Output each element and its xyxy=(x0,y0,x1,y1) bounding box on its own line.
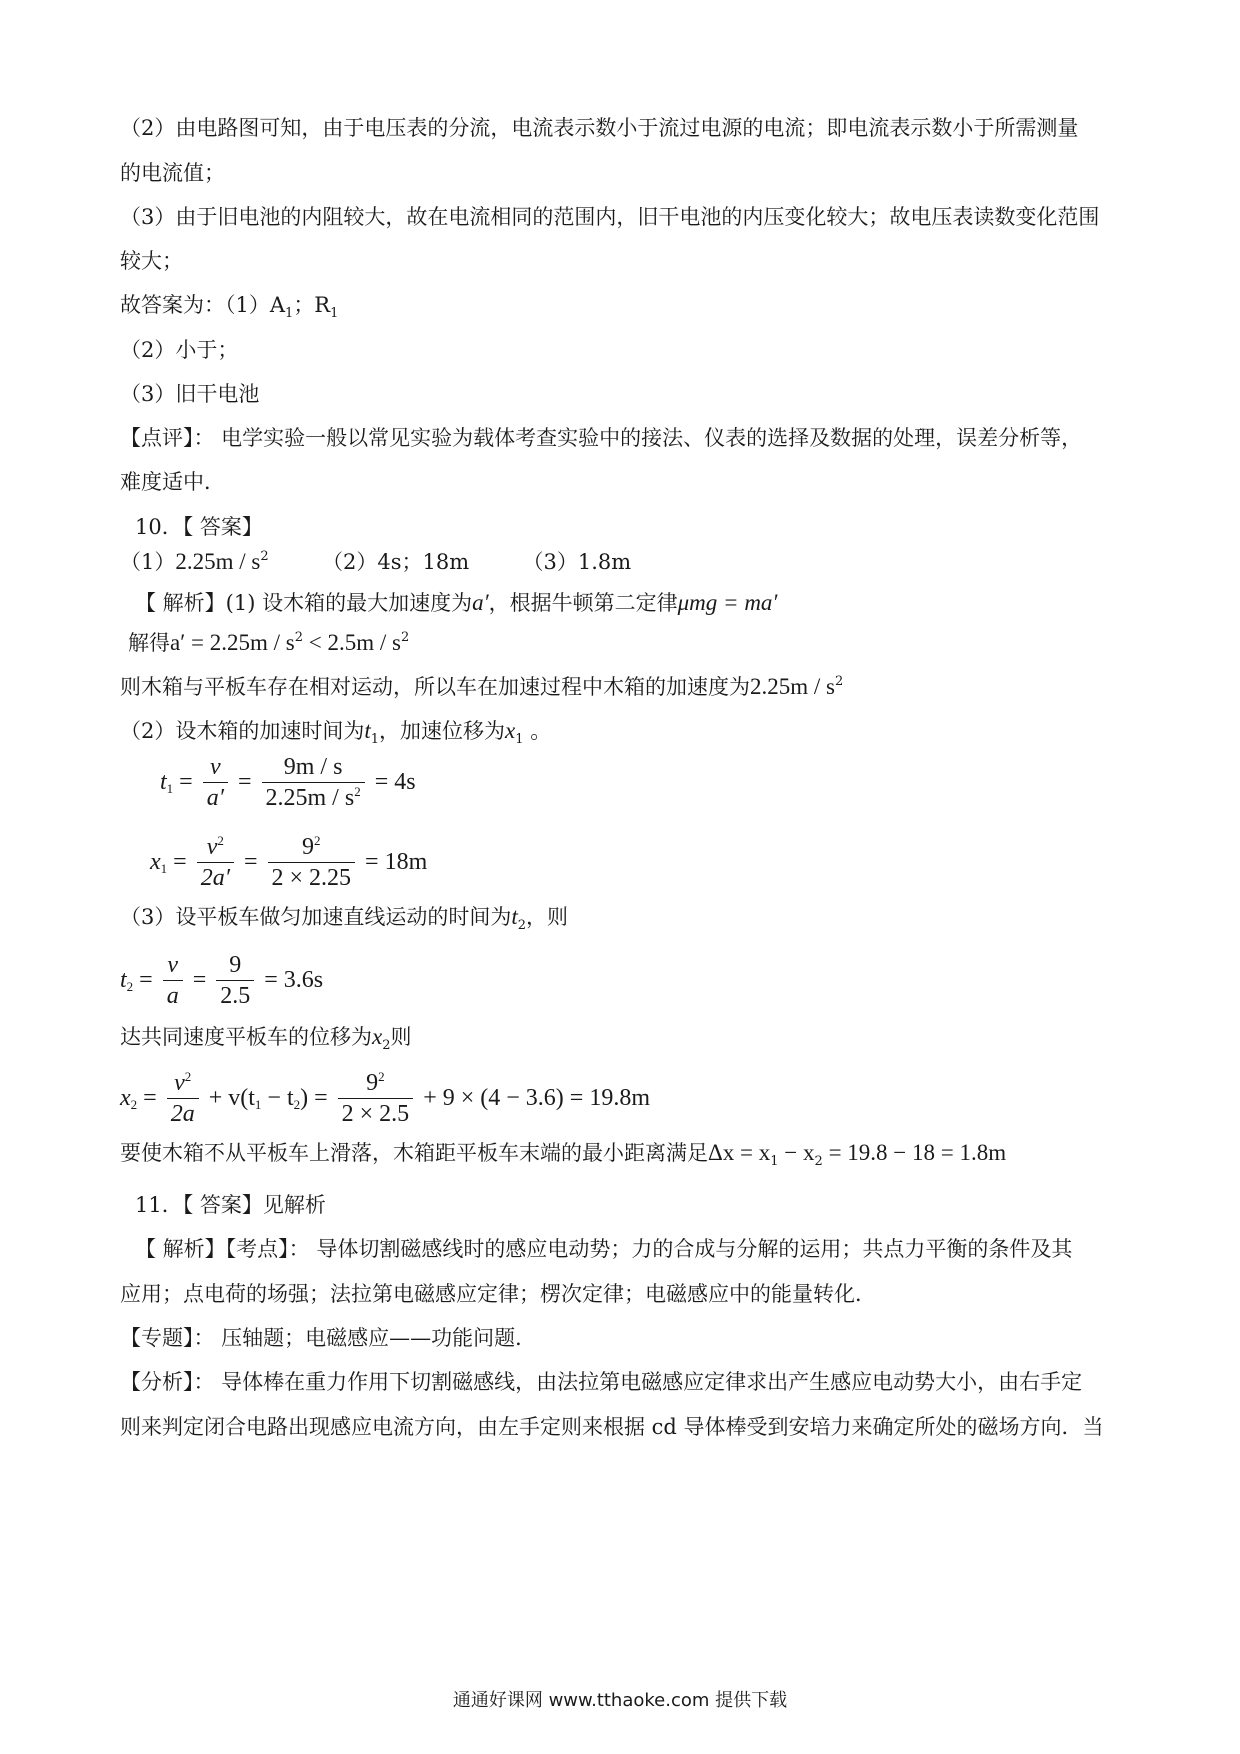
analysis-line xyxy=(135,588,777,618)
fraction xyxy=(163,950,183,1011)
superscript: 2 xyxy=(834,674,844,689)
answer-value: （2）4s；18m xyxy=(322,550,470,574)
answer-label: （1） xyxy=(120,550,176,574)
page-footer: 通通好课网 www.tthaoke.com 提供下载 xyxy=(452,1690,788,1711)
subscript: 1 xyxy=(254,1097,262,1113)
paragraph: 【分析】： 导体棒在重力作用下切割磁感线，由法拉第电磁感应定律求出产生感应电动势大小，由右手定 xyxy=(120,1370,1083,1394)
subscript: 2 xyxy=(126,979,134,995)
variable: x xyxy=(150,849,161,875)
analysis-text: 要使木箱不从平板车上滑落，木箱距平板车末端的最小距离满足 xyxy=(120,1141,708,1165)
numerator: $9^2$ xyxy=(338,1068,414,1099)
comment-paragraph: 难度适中． xyxy=(120,470,225,494)
fraction xyxy=(167,1068,199,1129)
subscript: 2 xyxy=(293,1097,301,1113)
analysis-text: 达共同速度平板车的位移为 xyxy=(120,1025,372,1049)
fraction xyxy=(268,832,356,893)
formula: 2.25m / s xyxy=(750,674,835,699)
paragraph: （3）由于旧电池的内阻较大，故在电流相同的范围内，旧干电池的内压变化较大；故电压表读数变化范围 xyxy=(120,205,1100,229)
paragraph: 【 解析】【考点】： 导体切割磁感线时的感应电动势；力的合成与分解的运用；共点力平衡的条件及其 xyxy=(135,1237,1073,1261)
equals-sign: = xyxy=(192,967,207,993)
numerator: v xyxy=(203,752,228,783)
numerator: $v^2$ xyxy=(197,832,234,863)
subscript: 1 xyxy=(770,1154,779,1169)
superscript: 2 xyxy=(400,630,410,645)
denominator: 2 × 2.5 xyxy=(341,1101,410,1127)
superscript: 2 xyxy=(260,549,269,564)
equals-sign: = xyxy=(173,849,187,875)
subscript: 1 xyxy=(330,306,339,321)
analysis-text: 则 xyxy=(390,1025,412,1049)
subscript: 1 xyxy=(166,781,174,797)
denominator: $2.25m / s^2$ xyxy=(265,784,361,811)
subscript: 2 xyxy=(517,918,527,933)
answer-value: （3）1.8m xyxy=(522,550,632,574)
equation-t2 xyxy=(120,950,323,1011)
equals-sign: = xyxy=(143,1085,157,1111)
subscript: 1 xyxy=(285,306,294,321)
result: = 4s xyxy=(374,769,416,795)
formula: < 2.5m / s xyxy=(302,630,401,655)
formula: μmg = ma′ xyxy=(677,590,778,615)
numerator: $v^2$ xyxy=(167,1068,199,1099)
variable: t xyxy=(364,718,371,743)
denominator: a′ xyxy=(206,785,224,811)
formula: − x xyxy=(778,1140,815,1165)
paragraph: 应用；点电荷的场强；法拉第电磁感应定律；楞次定律；电磁感应中的能量转化． xyxy=(120,1282,876,1306)
paragraph: 【专题】： 压轴题；电磁感应——功能问题． xyxy=(120,1326,537,1350)
denominator: 2a′ xyxy=(200,865,230,891)
answer-value: 2.25m / s xyxy=(175,549,261,574)
paragraph: 的电流值； xyxy=(120,161,225,185)
subscript: 2 xyxy=(130,1097,138,1113)
answer-summary xyxy=(120,290,338,320)
numerator: 9m / s xyxy=(262,752,365,783)
question-10-answers xyxy=(120,547,631,577)
variable: t xyxy=(160,769,167,795)
fraction xyxy=(197,832,234,893)
variable: x xyxy=(120,1085,131,1111)
question-11-heading: 11．【 答案】见解析 xyxy=(135,1193,326,1217)
analysis-line xyxy=(120,1022,412,1052)
equals-sign: = xyxy=(243,849,258,875)
denominator: a xyxy=(166,983,179,1009)
paragraph: （2）小于； xyxy=(120,338,239,362)
paragraph: 较大； xyxy=(120,249,183,273)
question-10-heading: 10．【 答案】 xyxy=(135,515,263,539)
analysis-text: ，则 xyxy=(526,905,569,929)
analysis-text: ，根据牛顿第二定律 xyxy=(488,591,678,615)
analysis-text: 解得 xyxy=(128,631,170,655)
paragraph: （2）由电路图可知，由于电压表的分流，电流表示数小于流过电源的电流；即电流表示数小于所需测量 xyxy=(120,116,1079,140)
equation-x1 xyxy=(150,832,427,893)
numerator: 9 xyxy=(216,950,254,981)
paragraph: （3）旧干电池 xyxy=(120,382,260,406)
subscript: 2 xyxy=(382,1038,391,1053)
equation-x2 xyxy=(120,1068,650,1129)
subscript: 2 xyxy=(814,1154,823,1169)
term: + v(t xyxy=(208,1085,255,1111)
analysis-text: 【 解析】(1) 设木箱的最大加速度为 xyxy=(135,591,473,615)
analysis-line xyxy=(120,716,551,746)
analysis-line xyxy=(120,1138,1006,1168)
term: − t xyxy=(261,1085,294,1111)
subscript: 1 xyxy=(515,732,524,747)
analysis-line xyxy=(120,672,843,702)
analysis-text: （3）设平板车做匀加速直线运动的时间为 xyxy=(120,905,512,929)
superscript: 2 xyxy=(294,630,303,645)
variable: t xyxy=(511,904,518,929)
fraction xyxy=(338,1068,414,1129)
equals-sign: = xyxy=(237,769,252,795)
comment-paragraph: 【点评】： 电学实验一般以常见实验为载体考查实验中的接法、仪表的选择及数据的处理，误差分析等， xyxy=(120,426,1083,450)
numerator: $9^2$ xyxy=(268,832,356,863)
fraction xyxy=(203,752,228,813)
equals-sign: = xyxy=(139,967,153,993)
analysis-text: 。 xyxy=(523,719,552,743)
formula: a′ = 2.25m / s xyxy=(170,630,295,655)
fraction xyxy=(262,752,365,813)
subscript: 1 xyxy=(160,861,168,877)
formula: = 19.8 − 18 = 1.8m xyxy=(822,1140,1007,1165)
equals-sign: = xyxy=(179,769,193,795)
result: = 18m xyxy=(365,849,428,875)
denominator: 2 × 2.25 xyxy=(271,865,352,891)
analysis-line xyxy=(128,628,409,658)
analysis-text: ，加速位移为 xyxy=(379,719,506,743)
analysis-text: 则木箱与平板车存在相对运动，所以车在加速过程中木箱的加速度为 xyxy=(120,675,750,699)
term: ) = xyxy=(300,1085,328,1111)
variable: t xyxy=(120,967,127,993)
equation-t1 xyxy=(160,752,416,813)
denominator: 2a xyxy=(170,1101,195,1127)
numerator: v xyxy=(163,950,183,981)
variable: x xyxy=(372,1024,383,1049)
answer-mid: ；R xyxy=(293,293,331,317)
result: = 3.6s xyxy=(264,967,324,993)
result: + 9 × (4 − 3.6) = 19.8m xyxy=(423,1085,650,1111)
formula: Δx = x xyxy=(708,1140,771,1165)
fraction xyxy=(216,950,254,1011)
subscript: 1 xyxy=(370,732,380,747)
analysis-text: （2）设木箱的加速时间为 xyxy=(120,719,365,743)
paragraph: 则来判定闭合电路出现感应电流方向，由左手定则来根据 cd 导体棒受到安培力来确定所处的磁场方向．当 xyxy=(120,1415,1104,1439)
denominator: 2.5 xyxy=(220,983,251,1009)
analysis-line xyxy=(120,902,568,932)
variable: a′ xyxy=(472,590,489,615)
variable: x xyxy=(505,718,516,743)
answer-prefix: 故答案为：（1）A xyxy=(120,293,286,317)
